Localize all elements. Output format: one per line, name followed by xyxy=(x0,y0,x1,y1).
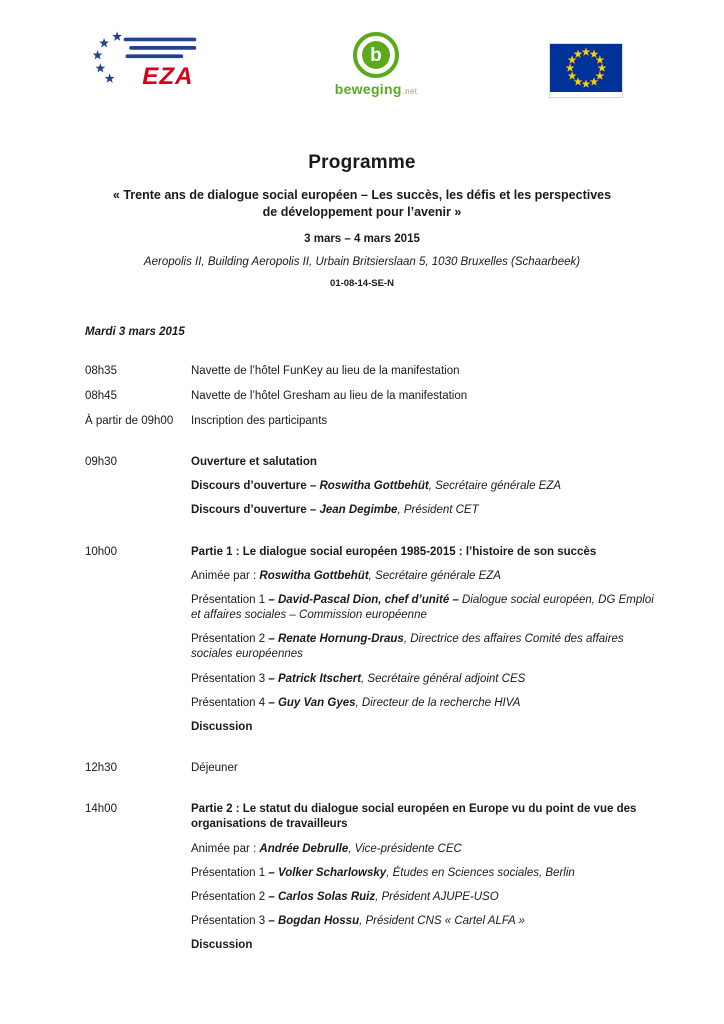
text-span: Animée par : xyxy=(191,842,260,855)
schedule-content xyxy=(191,414,658,429)
beweging-logo xyxy=(335,32,418,97)
text-span: – David-Pascal Dion, chef d’unité – xyxy=(268,593,462,606)
text-span: , Études en Sciences sociales, Berlin xyxy=(386,866,575,879)
schedule-paragraph xyxy=(191,866,658,881)
text-span: , Secrétaire général adjoint CES xyxy=(361,672,526,685)
page-title: Programme xyxy=(308,152,416,173)
schedule-row xyxy=(85,802,658,953)
text-span: – Carlos Solas Ruiz xyxy=(268,890,376,903)
schedule-paragraph xyxy=(191,545,658,560)
text-span: , Directrice des affaires Comité des affaires sociales européennes xyxy=(191,633,624,661)
schedule-paragraph xyxy=(191,914,658,929)
reference-code: 01-08-14-SE-N xyxy=(330,277,394,289)
text-span: , Vice-présidente CEC xyxy=(348,842,462,855)
eza-logo-graphic xyxy=(92,30,200,88)
text-span: – Volker Scharlowsky xyxy=(268,866,387,879)
text-span: Discussion xyxy=(191,720,253,733)
text-span: , Président CET xyxy=(397,504,479,517)
page-subtitle: « Trente ans de dialogue social européen – Les succès, les défis et les perspectives de développement pour l’avenir » xyxy=(112,188,612,220)
beweging-circle-icon xyxy=(353,32,399,78)
text-span: Ouverture et salutation xyxy=(191,456,317,469)
schedule-time: 08h35 xyxy=(85,364,117,377)
schedule-paragraph xyxy=(191,842,658,857)
beweging-wordmark xyxy=(335,81,418,97)
text-span: Présentation 4 xyxy=(191,696,269,709)
schedule-paragraph xyxy=(191,632,658,662)
text-span: Présentation 1 xyxy=(191,866,269,879)
schedule-time: 12h30 xyxy=(85,762,117,775)
text-span: – Patrick Itschert xyxy=(268,672,362,685)
text-span: – Bogdan Hossu xyxy=(268,915,360,928)
text-span: Inscription des participants xyxy=(191,414,328,427)
event-dates: 3 mars – 4 mars 2015 xyxy=(304,232,420,245)
schedule-paragraph xyxy=(191,455,658,470)
star-icon xyxy=(112,31,122,40)
text-span: , Secrétaire générale EZA xyxy=(428,480,562,493)
text-span: Roswitha Gottbehüt xyxy=(259,569,369,582)
star-icon xyxy=(95,63,105,72)
schedule xyxy=(0,338,724,954)
star-icon xyxy=(105,73,115,82)
eza-logo xyxy=(92,30,202,93)
schedule-content xyxy=(191,761,658,776)
beweging-suffix: .net xyxy=(402,87,418,96)
schedule-paragraph xyxy=(191,414,658,429)
schedule-row xyxy=(85,455,658,519)
schedule-paragraph xyxy=(191,696,658,711)
text-span: , Secrétaire générale EZA xyxy=(368,569,501,582)
text-span: Présentation 3 xyxy=(191,915,269,928)
text-span: Animée par : xyxy=(191,569,260,582)
schedule-content xyxy=(191,802,658,953)
text-span: Jean Degimbe xyxy=(319,504,398,517)
schedule-paragraph xyxy=(191,761,658,776)
text-span: Discussion xyxy=(191,939,253,952)
eu-flag-graphic xyxy=(550,44,622,92)
text-span: Navette de l’hôtel FunKey au lieu de la manifestation xyxy=(191,364,460,377)
text-span: Roswitha Gottbehüt xyxy=(319,480,429,493)
schedule-time: 08h45 xyxy=(85,389,117,402)
schedule-paragraph xyxy=(191,938,658,953)
text-span: Andrée Debrulle xyxy=(259,842,349,855)
day-heading: Mardi 3 mars 2015 xyxy=(85,325,185,338)
schedule-row xyxy=(85,414,658,429)
schedule-row xyxy=(85,761,658,776)
text-span: – Guy Van Gyes xyxy=(268,696,356,709)
text-span: , Président CNS « Cartel ALFA » xyxy=(359,915,525,928)
beweging-label: beweging xyxy=(334,81,402,97)
text-span: Présentation 3 xyxy=(191,672,269,685)
schedule-paragraph xyxy=(191,364,658,379)
text-span: Présentation 2 xyxy=(191,633,269,646)
schedule-time: 10h00 xyxy=(85,545,117,558)
text-span: Partie 1 : Le dialogue social européen 1985-2015 : l’histoire de son succès xyxy=(191,545,597,558)
text-span: Présentation 1 xyxy=(191,593,269,606)
event-venue: Aeropolis II, Building Aeropolis II, Urbain Britsierslaan 5, 1030 Bruxelles (Schaarbeek) xyxy=(143,255,581,268)
eu-flag xyxy=(550,44,622,97)
eza-stars-icon xyxy=(93,31,122,82)
text-span: , Président AJUPE-USO xyxy=(375,890,499,903)
text-span: Navette de l’hôtel Gresham au lieu de la manifestation xyxy=(191,389,468,402)
beweging-b-glyph: b xyxy=(370,44,382,66)
schedule-row xyxy=(85,389,658,404)
schedule-paragraph xyxy=(191,503,658,518)
schedule-content xyxy=(191,545,658,736)
schedule-paragraph xyxy=(191,389,658,404)
star-icon xyxy=(99,38,109,47)
schedule-content xyxy=(191,455,658,519)
title-block xyxy=(0,152,724,289)
text-span: Partie 2 : Le statut du dialogue social européen en Europe vu du point de vue des organisations de travailleurs xyxy=(191,803,637,831)
text-span: Discours d’ouverture – xyxy=(191,504,320,517)
schedule-paragraph xyxy=(191,569,658,584)
beweging-disc-icon xyxy=(362,41,390,69)
schedule-paragraph xyxy=(191,720,658,735)
schedule-paragraph xyxy=(191,802,658,832)
eza-logo-text: EZA xyxy=(142,63,194,88)
text-span: Déjeuner xyxy=(191,762,238,775)
schedule-paragraph xyxy=(191,593,658,623)
text-span: Discours d’ouverture – xyxy=(191,480,320,493)
schedule-content xyxy=(191,389,658,404)
schedule-time: À partir de 09h00 xyxy=(85,414,174,427)
schedule-paragraph xyxy=(191,479,658,494)
schedule-time: 14h00 xyxy=(85,803,117,816)
schedule-paragraph xyxy=(191,890,658,905)
star-icon xyxy=(93,50,103,59)
eza-stripes-icon xyxy=(124,38,197,58)
text-span: – Renate Hornung-Draus xyxy=(268,633,404,646)
text-span: Dialogue social européen, DG Emploi et affaires sociales – Commission européenne xyxy=(191,593,654,622)
text-span: , Directeur de la recherche HIVA xyxy=(355,696,521,709)
schedule-row xyxy=(85,545,658,736)
schedule-paragraph xyxy=(191,672,658,687)
schedule-content xyxy=(191,364,658,379)
schedule-row xyxy=(85,364,658,379)
text-span: Présentation 2 xyxy=(191,890,269,903)
logo-bar xyxy=(0,0,724,108)
schedule-time: 09h30 xyxy=(85,456,117,469)
